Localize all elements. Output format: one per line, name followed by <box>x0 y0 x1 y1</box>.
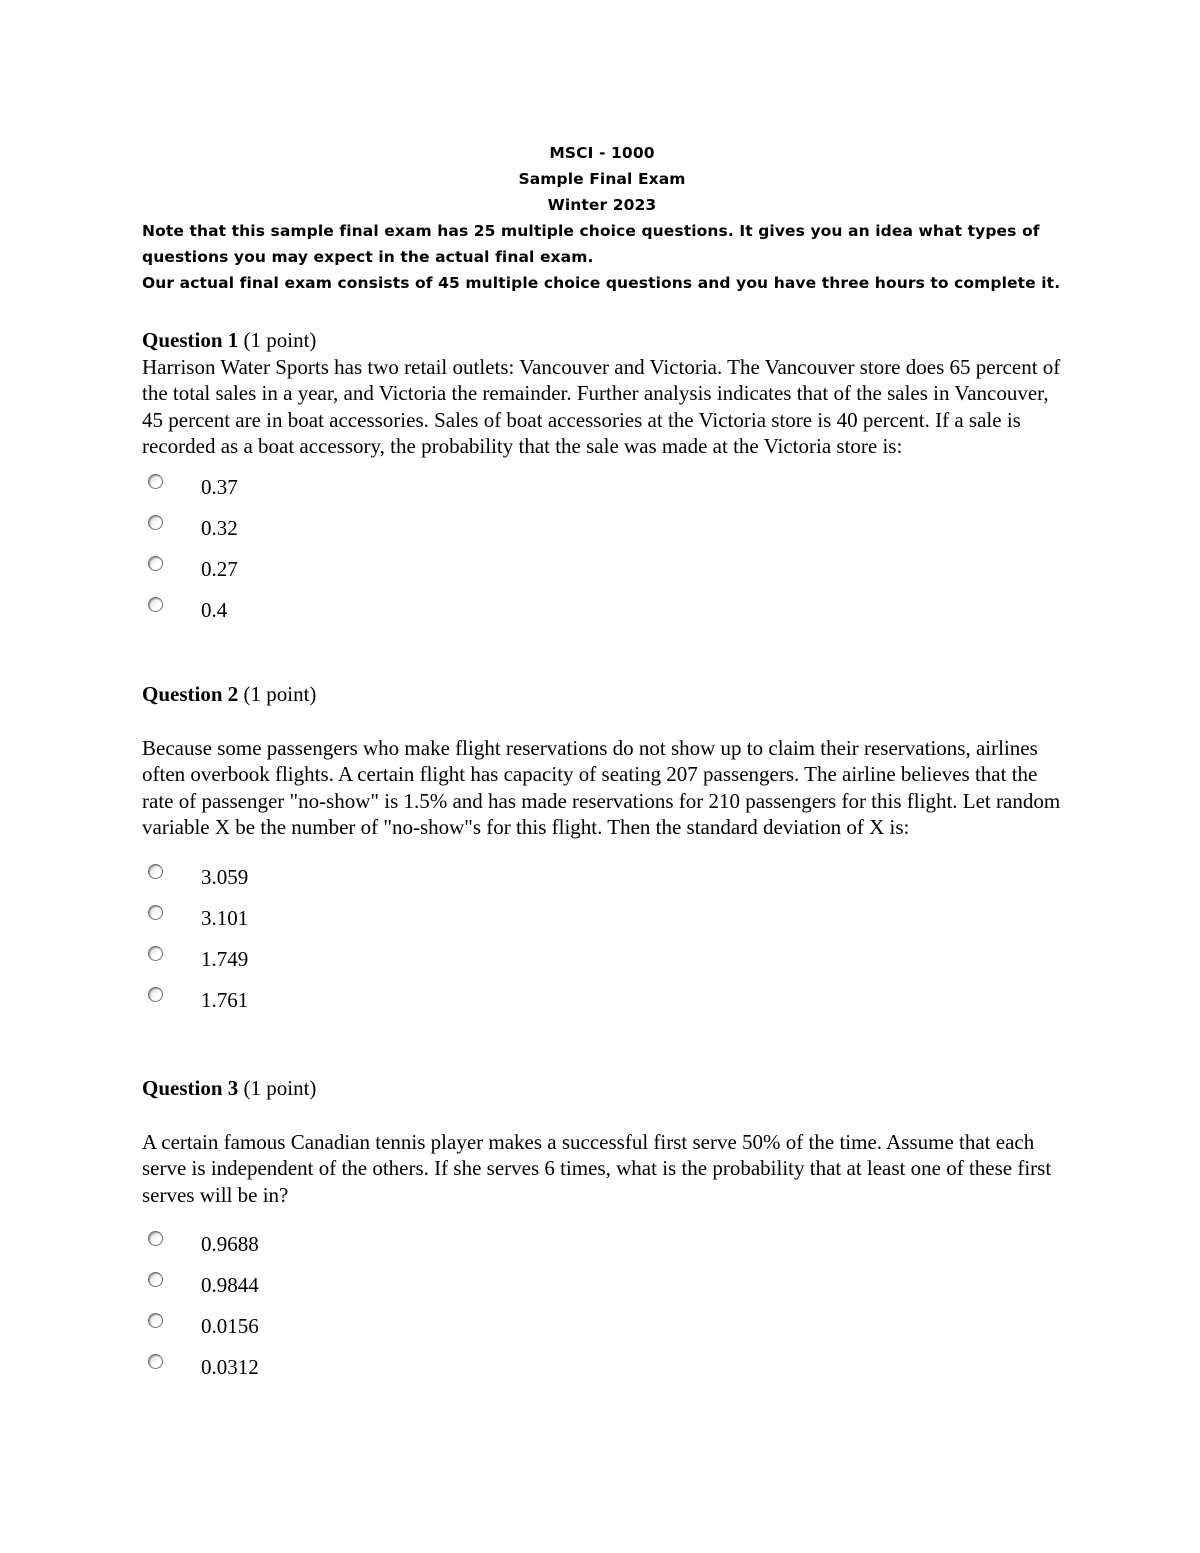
radio-button[interactable] <box>148 1313 163 1328</box>
radio-button[interactable] <box>148 1354 163 1369</box>
question-text: A certain famous Canadian tennis player makes a successful first serve 50% of the time. Assume that each serve is independent of the others. If she serves 6 times, what is the probability that at least one of these first serves will be in? <box>142 1129 1052 1207</box>
answer-options <box>142 862 1062 1026</box>
option-label: 0.32 <box>201 515 238 540</box>
answer-option[interactable] <box>142 985 1062 1026</box>
option-label: 0.0156 <box>201 1314 259 1339</box>
answer-option[interactable] <box>142 1270 1062 1311</box>
question-text: Harrison Water Sports has two retail outlets: Vancouver and Victoria. The Vancouver store does 65 percent of the total sales in a year, and Victoria the remainder. Further analysis indicates that of the sales in Vancouver, 45 percent are in boat accessories. Sales of boat accessories at the Victoria store is 40 percent. If a sale is recorded as a boat accessory, the probability that the sale was made at the Victoria store is: <box>142 354 1061 459</box>
answer-option[interactable] <box>142 944 1062 985</box>
question-heading <box>142 327 1062 354</box>
option-label: 0.0312 <box>201 1355 259 1380</box>
question-3 <box>142 1075 1062 1393</box>
option-label: 3.059 <box>201 864 249 889</box>
radio-button[interactable] <box>148 905 163 920</box>
answer-option[interactable] <box>142 595 1062 636</box>
option-label: 0.9688 <box>201 1232 259 1257</box>
radio-button[interactable] <box>148 987 163 1002</box>
option-label: 1.749 <box>201 946 249 971</box>
question-title: Question 1 <box>142 328 239 352</box>
question-title: Question 3 <box>142 1076 239 1100</box>
question-heading <box>142 681 1062 708</box>
option-label: 0.37 <box>201 474 238 499</box>
question-heading <box>142 1075 1062 1102</box>
option-label: 1.761 <box>201 987 249 1012</box>
question-2 <box>142 681 1062 1026</box>
answer-option[interactable] <box>142 513 1062 554</box>
option-label: 0.9844 <box>201 1273 259 1298</box>
radio-button[interactable] <box>148 1272 163 1287</box>
option-label: 0.4 <box>201 597 228 622</box>
answer-option[interactable] <box>142 862 1062 903</box>
option-label: 0.27 <box>201 556 238 581</box>
exam-header <box>142 140 1062 296</box>
exam-title: Sample Final Exam <box>518 170 686 188</box>
exam-note-2: Our actual final exam consists of 45 multiple choice questions and you have three hours to complete it. <box>142 274 1061 292</box>
course-code: MSCI - 1000 <box>549 144 655 162</box>
option-label: 3.101 <box>201 905 249 930</box>
answer-options <box>142 1229 1062 1393</box>
radio-button[interactable] <box>148 474 163 489</box>
question-title: Question 2 <box>142 682 239 706</box>
answer-options <box>142 472 1062 636</box>
exam-note-1: Note that this sample final exam has 25 multiple choice questions. It gives you an idea what types of questions you may expect in the actual final exam. <box>142 222 1040 266</box>
question-1 <box>142 327 1062 636</box>
radio-button[interactable] <box>148 946 163 961</box>
answer-option[interactable] <box>142 554 1062 595</box>
answer-option[interactable] <box>142 472 1062 513</box>
question-points: (1 point) <box>243 682 317 706</box>
radio-button[interactable] <box>148 556 163 571</box>
question-text: Because some passengers who make flight reservations do not show up to claim their reservations, airlines often overbook flights. A certain flight has capacity of seating 207 passengers. The airline believes that the rate of passenger "no-show" is 1.5% and has made reservations for 210 passengers for this flight. Let random variable X be the number of "no-show"s for this flight. Then the standard deviation of X is: <box>142 735 1061 840</box>
answer-option[interactable] <box>142 1352 1062 1393</box>
question-points: (1 point) <box>243 328 317 352</box>
question-points: (1 point) <box>243 1076 317 1100</box>
exam-term: Winter 2023 <box>547 196 657 214</box>
radio-button[interactable] <box>148 864 163 879</box>
answer-option[interactable] <box>142 1311 1062 1352</box>
answer-option[interactable] <box>142 903 1062 944</box>
radio-button[interactable] <box>148 515 163 530</box>
answer-option[interactable] <box>142 1229 1062 1270</box>
radio-button[interactable] <box>148 1231 163 1246</box>
radio-button[interactable] <box>148 597 163 612</box>
